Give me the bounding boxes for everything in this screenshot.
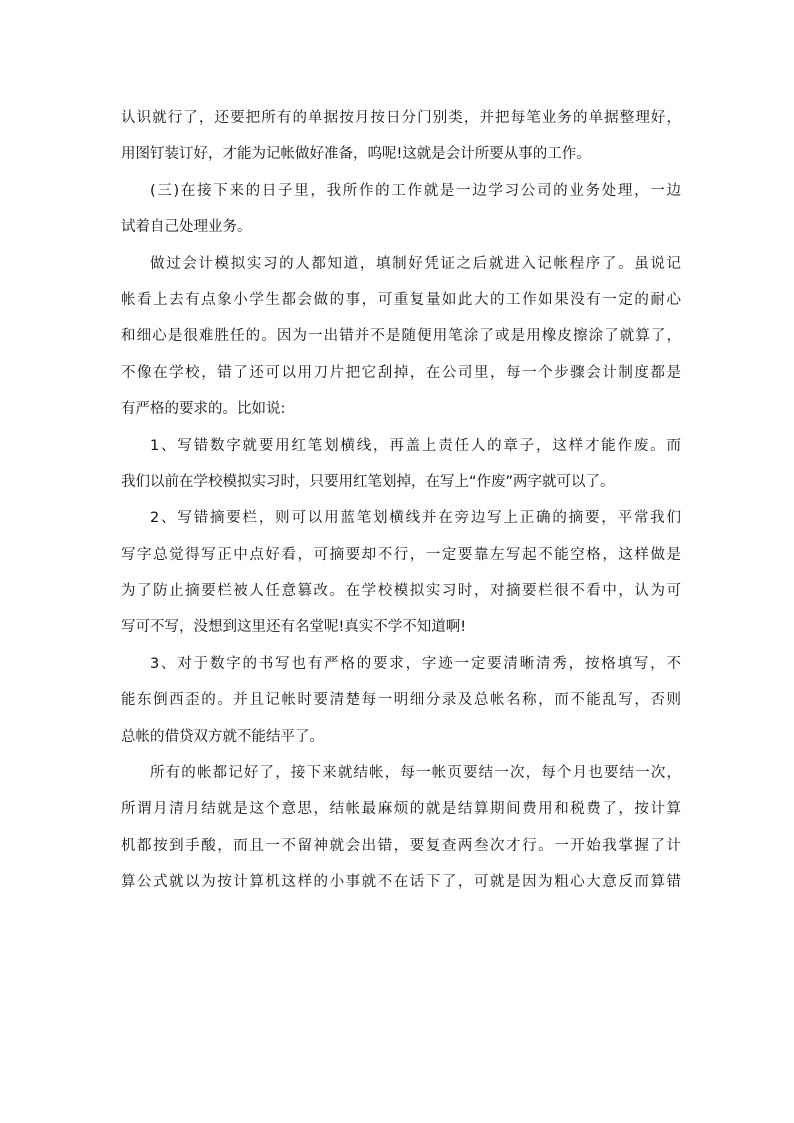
paragraph-line: (三)在接下来的日子里，我所作的工作就是一边学习公司的业务处理，一边 bbox=[150, 182, 681, 199]
paragraph-line: 不像在学校，错了还可以用刀片把它刮掉，在公司里，每一个步骤会计制度都是 bbox=[121, 364, 681, 381]
paragraph-line: 写可不写，没想到这里还有名堂呢!真实不学不知道啊! bbox=[121, 619, 467, 636]
paragraph-line: 3、对于数字的书写也有严格的要求，字迹一定要清晰清秀，按格填写，不 bbox=[150, 655, 681, 672]
paragraph-line: 2、写错摘要栏，则可以用蓝笔划横线并在旁边写上正确的摘要，平常我们 bbox=[150, 510, 681, 527]
paragraph-line: 能东倒西歪的。并且记帐时要清楚每一明细分录及总帐名称，而不能乱写，否则 bbox=[121, 692, 681, 709]
paragraph-line: 用图钉装订好，才能为记帐做好准备，呜呢!这就是会计所要从事的工作。 bbox=[121, 146, 591, 163]
paragraph-line: 认识就行了，还要把所有的单据按月按日分门别类，并把每笔业务的单据整理好， bbox=[121, 110, 681, 126]
document-body bbox=[121, 104, 681, 905]
paragraph-line: 做过会计模拟实习的人都知道，填制好凭证之后就进入记帐程序了。虽说记 bbox=[150, 255, 681, 272]
paragraph-line: 我们以前在学校模拟实习时，只要用红笔划掉，在写上“作废”两字就可以了。 bbox=[121, 473, 615, 490]
paragraph-line: 帐看上去有点象小学生都会做的事，可重复量如此大的工作如果没有一定的耐心 bbox=[121, 291, 681, 308]
paragraph-line: 所谓月清月结就是这个意思，结帐最麻烦的就是结算期间费用和税费了，按计算 bbox=[121, 801, 681, 818]
paragraph-line: 机都按到手酸，而且一不留神就会出错，要复查两叁次才行。一开始我掌握了计 bbox=[121, 837, 681, 854]
paragraph-line: 总帐的借贷双方就不能结平了。 bbox=[121, 728, 324, 745]
paragraph-line: 为了防止摘要栏被人任意篡改。在学校模拟实习时，对摘要栏很不看中，认为可 bbox=[121, 583, 681, 600]
paragraph-line: 算公式就以为按计算机这样的小事就不在话下了，可就是因为粗心大意反而算错 bbox=[121, 874, 681, 891]
paragraph-line: 和细心是很难胜任的。因为一出错并不是随便用笔涂了或是用橡皮擦涂了就算了， bbox=[121, 328, 681, 345]
paragraph-line: 写字总觉得写正中点好看，可摘要却不行，一定要靠左写起不能空格，这样做是 bbox=[121, 546, 681, 563]
paragraph-line: 有严格的要求的。比如说: bbox=[121, 401, 286, 418]
paragraph-line: 试着自己处理业务。 bbox=[121, 219, 252, 236]
paragraph-line: 1、写错数字就要用红笔划横线，再盖上责任人的章子，这样才能作废。而 bbox=[150, 437, 681, 454]
paragraph-line: 所有的帐都记好了，接下来就结帐，每一帐页要结一次，每个月也要结一次， bbox=[150, 765, 681, 782]
